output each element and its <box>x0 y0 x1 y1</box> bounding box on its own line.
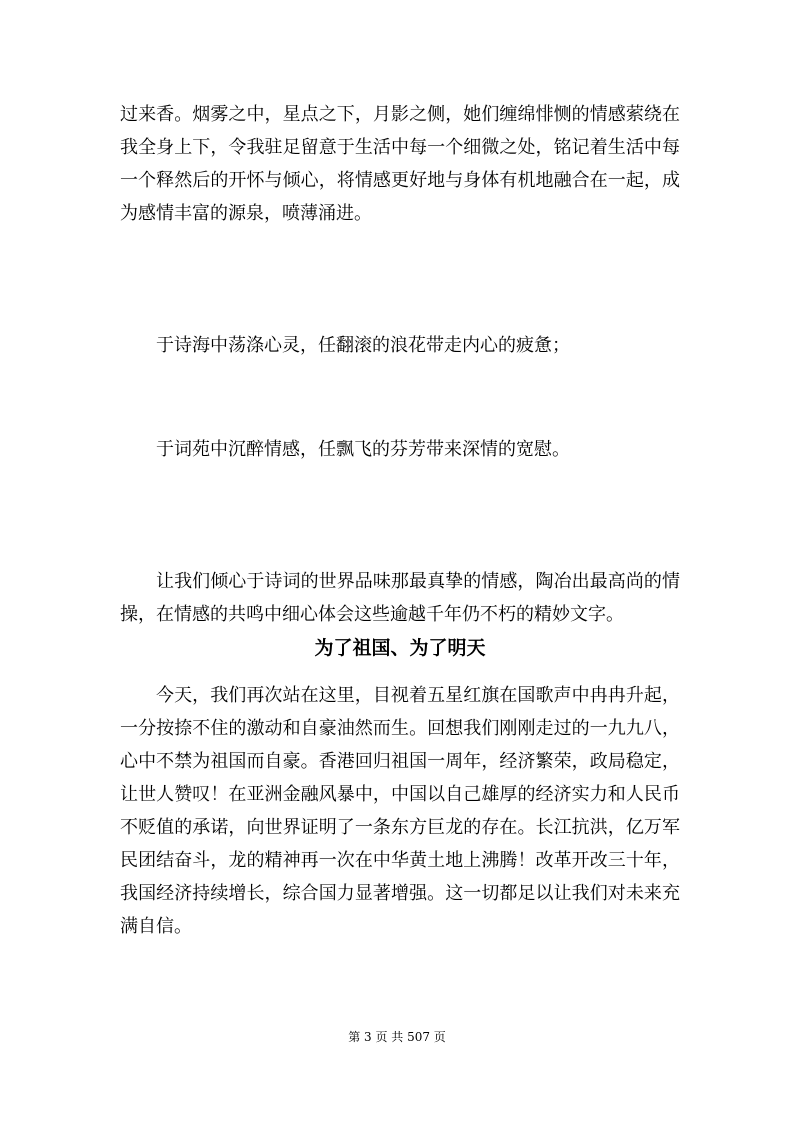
section-heading: 为了祖国、为了明天 <box>314 637 486 659</box>
paragraph-poem-line-2: 于词苑中沉醉情感，任飘飞的芬芳带来深情的宽慰。 <box>156 439 570 460</box>
paragraph-poem-line-1: 于诗海中荡涤心灵，任翻滚的浪花带走内心的疲惫； <box>156 335 570 356</box>
paragraph-conclusion: 让我们倾心于诗词的世界品味那最真挚的情感，陶冶出最高尚的情操，在情感的共鸣中细心体会这些逾越千年仍不朽的精妙文字。 <box>120 571 680 625</box>
paragraph-body: 今天，我们再次站在这里，目视着五星红旗在国歌声中冉冉升起，一分按捺不住的激动和自豪油然而生。回想我们刚刚走过的一九九八，心中不禁为祖国而自豪。香港回归祖国一周年，经济繁荣，政局稳定，让世人赞叹！在亚洲金融风暴中，中国以自己雄厚的经济实力和人民币不贬值的承诺，向世界证明了一条东方巨龙的存在。长江抗洪，亿万军民团结奋斗，龙的精神再一次在中华黄土地上沸腾！改革开改三十年，我国经济持续增长，综合国力显著增强。这一切都足以让我们对未来充满自信。 <box>120 685 680 937</box>
paragraph-continued: 过来香。烟雾之中，星点之下，月影之侧，她们缠绵悱恻的情感萦绕在我全身上下，令我驻足留意于生活中每一个细微之处，铭记着生活中每一个释然后的开怀与倾心，将情感更好地与身体有机地融合在一起，成为感情丰富的源泉，喷薄涌进。 <box>120 104 680 224</box>
page-number-footer: 第 3 页 共 507 页 <box>348 1030 446 1044</box>
